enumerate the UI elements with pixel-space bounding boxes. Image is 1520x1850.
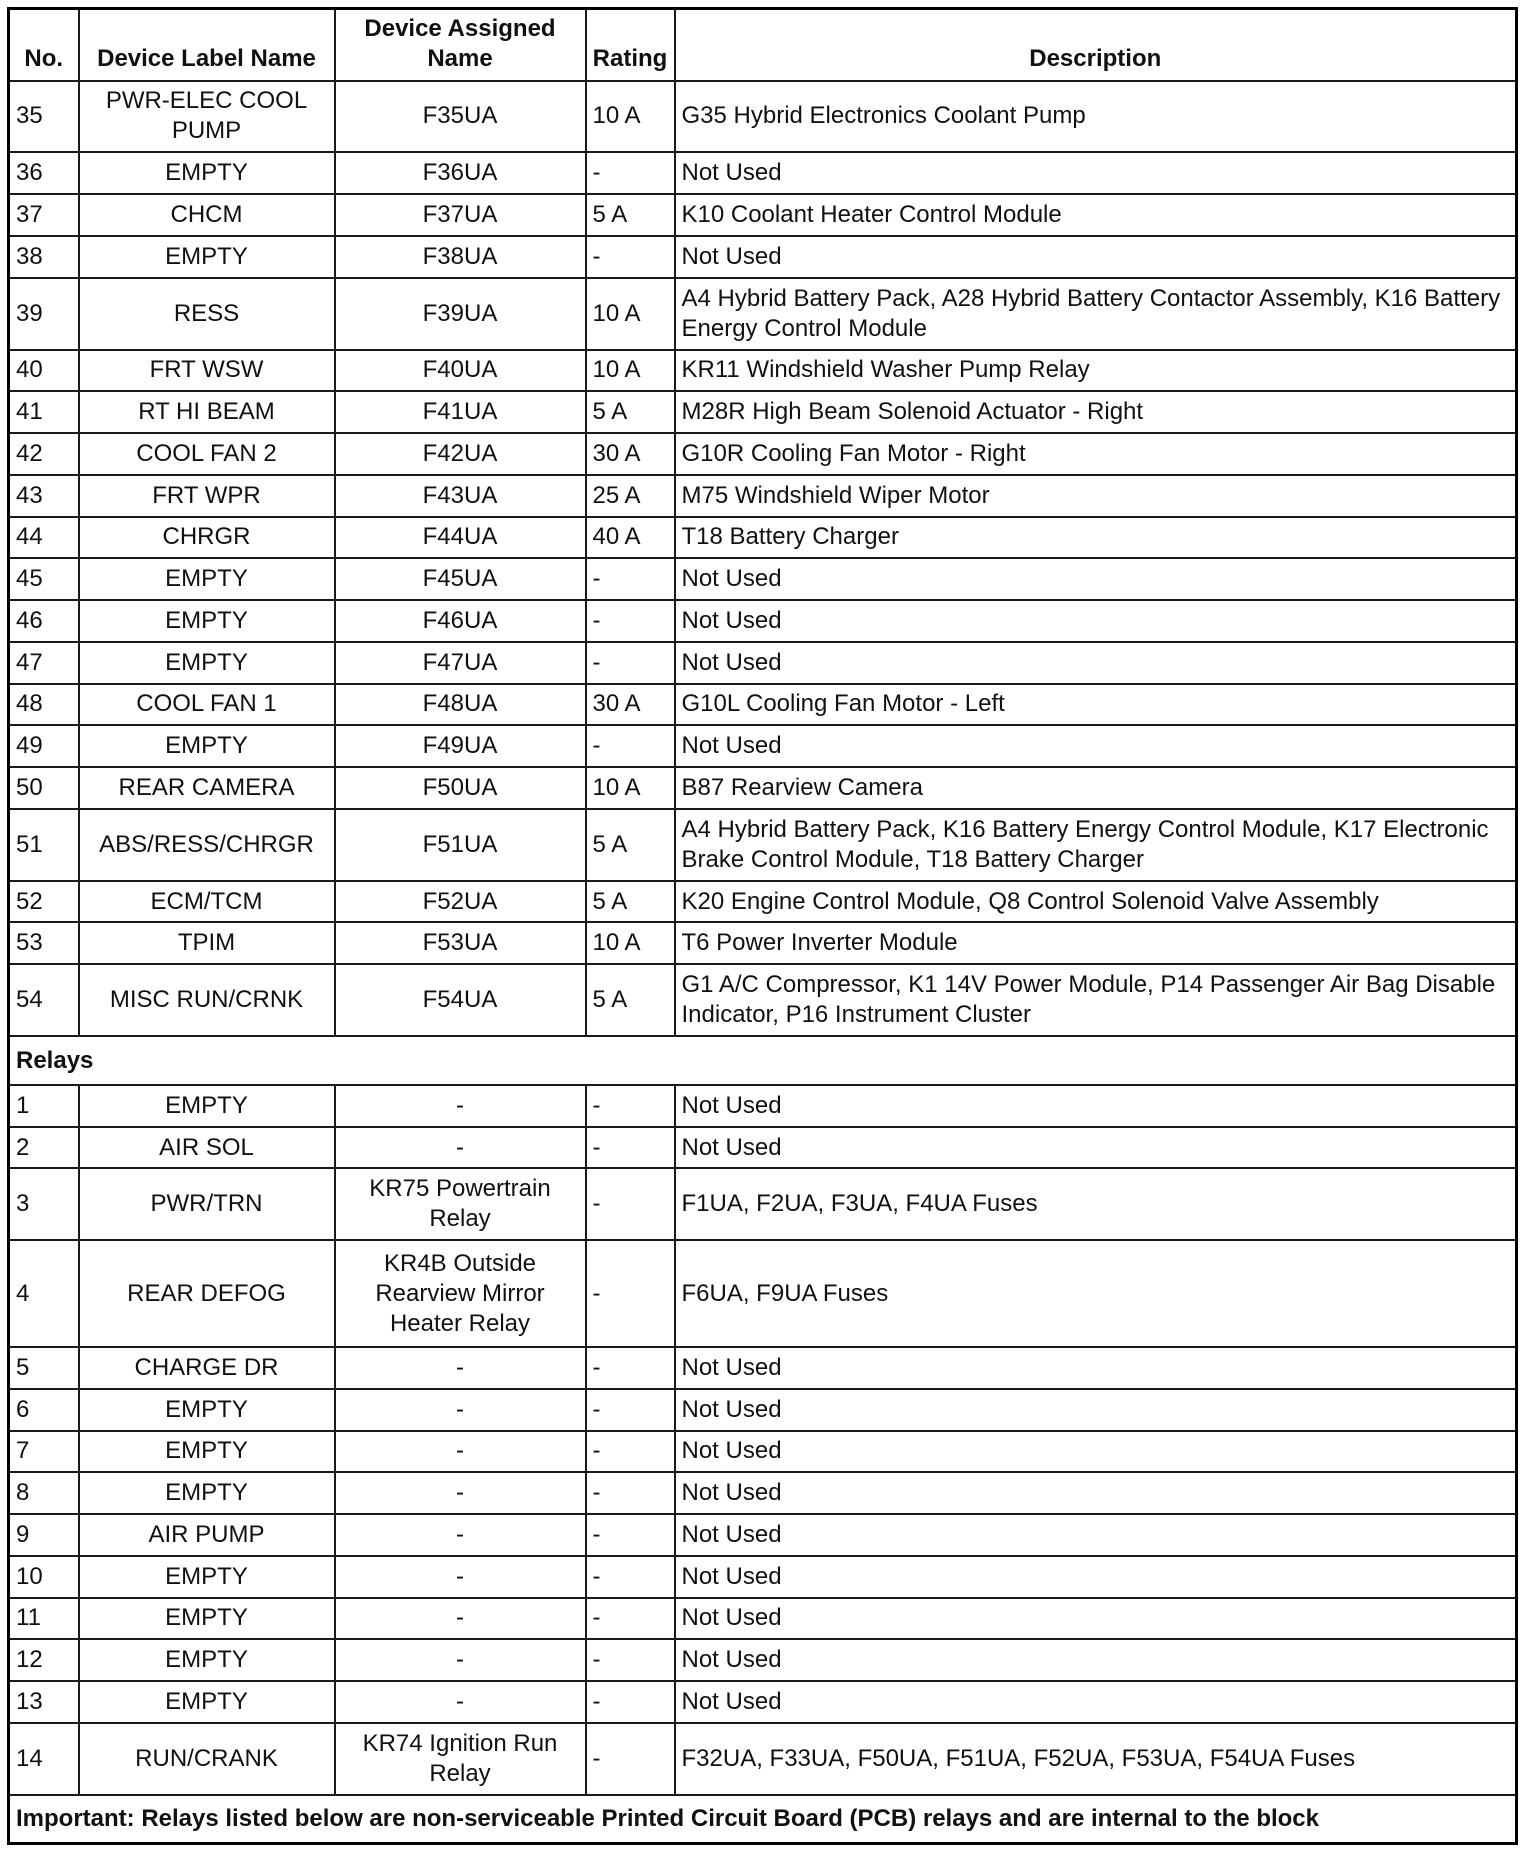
relay-row	[9, 1514, 1517, 1556]
device-assigned-name: KR75 Powertrain Relay	[335, 1168, 586, 1240]
fuse-row	[9, 391, 1517, 433]
relay-row	[9, 1347, 1517, 1389]
rating: 5 A	[586, 881, 675, 923]
rating: 25 A	[586, 475, 675, 517]
description: M28R High Beam Solenoid Actuator - Right	[675, 391, 1517, 433]
device-label-name: RESS	[79, 278, 335, 350]
row-number: 5	[9, 1347, 79, 1389]
device-assigned-name: F46UA	[335, 600, 586, 642]
device-label-name: CHRGR	[79, 517, 335, 559]
fuse-row	[9, 81, 1517, 153]
relay-row	[9, 1127, 1517, 1169]
description: Not Used	[675, 236, 1517, 278]
relays-heading-row	[9, 1036, 1517, 1085]
fuse-row	[9, 194, 1517, 236]
description: G1 A/C Compressor, K1 14V Power Module, P14 Passenger Air Bag Disable Indicator, P16 Instrument Cluster	[675, 964, 1517, 1036]
header-rating: Rating	[586, 9, 675, 81]
device-assigned-name: -	[335, 1347, 586, 1389]
rating: -	[586, 1389, 675, 1431]
description: Not Used	[675, 600, 1517, 642]
row-number: 41	[9, 391, 79, 433]
row-number: 37	[9, 194, 79, 236]
fuse-rows	[9, 81, 1517, 1037]
description: Not Used	[675, 1472, 1517, 1514]
description: F1UA, F2UA, F3UA, F4UA Fuses	[675, 1168, 1517, 1240]
device-label-name: TPIM	[79, 922, 335, 964]
row-number: 4	[9, 1240, 79, 1347]
device-assigned-name: F52UA	[335, 881, 586, 923]
device-assigned-name: -	[335, 1639, 586, 1681]
rating: 10 A	[586, 81, 675, 153]
description: Not Used	[675, 1389, 1517, 1431]
rating: -	[586, 1472, 675, 1514]
important-note: Important: Relays listed below are non-serviceable Printed Circuit Board (PCB) relays and are internal to the block	[9, 1795, 1517, 1844]
row-number: 10	[9, 1556, 79, 1598]
row-number: 6	[9, 1389, 79, 1431]
device-assigned-name: F38UA	[335, 236, 586, 278]
device-assigned-name: KR4B Outside Rearview Mirror Heater Relay	[335, 1240, 586, 1347]
device-label-name: FRT WSW	[79, 350, 335, 392]
description: Not Used	[675, 152, 1517, 194]
description: Not Used	[675, 1681, 1517, 1723]
fuse-row	[9, 767, 1517, 809]
rating: 10 A	[586, 767, 675, 809]
device-assigned-name: F42UA	[335, 433, 586, 475]
device-label-name: EMPTY	[79, 642, 335, 684]
relays-section	[9, 1036, 1517, 1085]
device-label-name: FRT WPR	[79, 475, 335, 517]
device-label-name: PWR-ELEC COOL PUMP	[79, 81, 335, 153]
device-assigned-name: F39UA	[335, 278, 586, 350]
rating: -	[586, 1347, 675, 1389]
description: F6UA, F9UA Fuses	[675, 1240, 1517, 1347]
device-label-name: EMPTY	[79, 1085, 335, 1127]
fuse-row	[9, 964, 1517, 1036]
fuse-row	[9, 600, 1517, 642]
rating: -	[586, 1723, 675, 1795]
relay-row	[9, 1556, 1517, 1598]
row-number: 38	[9, 236, 79, 278]
description: Not Used	[675, 1347, 1517, 1389]
device-label-name: EMPTY	[79, 152, 335, 194]
header-device-label-name: Device Label Name	[79, 9, 335, 81]
relay-row	[9, 1389, 1517, 1431]
description: Not Used	[675, 558, 1517, 600]
description: Not Used	[675, 1598, 1517, 1640]
row-number: 11	[9, 1598, 79, 1640]
fuse-row	[9, 236, 1517, 278]
device-label-name: REAR DEFOG	[79, 1240, 335, 1347]
row-number: 48	[9, 684, 79, 726]
device-assigned-name: F49UA	[335, 725, 586, 767]
device-label-name: MISC RUN/CRNK	[79, 964, 335, 1036]
description: A4 Hybrid Battery Pack, A28 Hybrid Battery Contactor Assembly, K16 Battery Energy Control Module	[675, 278, 1517, 350]
device-label-name: EMPTY	[79, 1556, 335, 1598]
fuse-row	[9, 152, 1517, 194]
rating: 5 A	[586, 194, 675, 236]
row-number: 49	[9, 725, 79, 767]
device-label-name: EMPTY	[79, 1639, 335, 1681]
description: Not Used	[675, 1514, 1517, 1556]
row-number: 52	[9, 881, 79, 923]
device-assigned-name: F41UA	[335, 391, 586, 433]
device-label-name: EMPTY	[79, 558, 335, 600]
fuse-row	[9, 642, 1517, 684]
rating: -	[586, 725, 675, 767]
device-label-name: AIR PUMP	[79, 1514, 335, 1556]
fuse-row	[9, 684, 1517, 726]
rating: 30 A	[586, 433, 675, 475]
fuse-row	[9, 475, 1517, 517]
description: K20 Engine Control Module, Q8 Control Solenoid Valve Assembly	[675, 881, 1517, 923]
relay-row	[9, 1085, 1517, 1127]
fuse-row	[9, 881, 1517, 923]
rating: 30 A	[586, 684, 675, 726]
device-label-name: COOL FAN 2	[79, 433, 335, 475]
rating: -	[586, 1085, 675, 1127]
device-assigned-name: -	[335, 1431, 586, 1473]
description: A4 Hybrid Battery Pack, K16 Battery Energy Control Module, K17 Electronic Brake Control Module, T18 Battery Charger	[675, 809, 1517, 881]
device-label-name: EMPTY	[79, 1389, 335, 1431]
device-label-name: EMPTY	[79, 725, 335, 767]
row-number: 8	[9, 1472, 79, 1514]
description: Not Used	[675, 642, 1517, 684]
rating: 10 A	[586, 278, 675, 350]
fuse-row	[9, 809, 1517, 881]
device-assigned-name: F40UA	[335, 350, 586, 392]
rating: 40 A	[586, 517, 675, 559]
relay-row	[9, 1598, 1517, 1640]
description: G35 Hybrid Electronics Coolant Pump	[675, 81, 1517, 153]
rating: -	[586, 1639, 675, 1681]
rating: -	[586, 1127, 675, 1169]
fuse-row	[9, 517, 1517, 559]
relay-row	[9, 1723, 1517, 1795]
relay-row	[9, 1639, 1517, 1681]
device-label-name: AIR SOL	[79, 1127, 335, 1169]
device-assigned-name: -	[335, 1556, 586, 1598]
fuse-row	[9, 433, 1517, 475]
header-row	[9, 9, 1517, 81]
device-assigned-name: F54UA	[335, 964, 586, 1036]
row-number: 1	[9, 1085, 79, 1127]
device-assigned-name: F47UA	[335, 642, 586, 684]
device-label-name: EMPTY	[79, 600, 335, 642]
description: Not Used	[675, 1556, 1517, 1598]
relay-rows	[9, 1085, 1517, 1795]
device-assigned-name: KR74 Ignition Run Relay	[335, 1723, 586, 1795]
relay-row	[9, 1472, 1517, 1514]
rating: 5 A	[586, 391, 675, 433]
rating: 5 A	[586, 809, 675, 881]
row-number: 47	[9, 642, 79, 684]
description: Not Used	[675, 1431, 1517, 1473]
fuse-row	[9, 278, 1517, 350]
description: B87 Rearview Camera	[675, 767, 1517, 809]
rating: -	[586, 642, 675, 684]
device-assigned-name: F45UA	[335, 558, 586, 600]
row-number: 14	[9, 1723, 79, 1795]
device-label-name: CHARGE DR	[79, 1347, 335, 1389]
rating: -	[586, 152, 675, 194]
device-label-name: EMPTY	[79, 1431, 335, 1473]
row-number: 53	[9, 922, 79, 964]
fuse-block-table	[7, 7, 1518, 1845]
fuse-row	[9, 725, 1517, 767]
row-number: 35	[9, 81, 79, 153]
device-label-name: ECM/TCM	[79, 881, 335, 923]
header-description: Description	[675, 9, 1517, 81]
row-number: 46	[9, 600, 79, 642]
row-number: 36	[9, 152, 79, 194]
description: Not Used	[675, 1639, 1517, 1681]
fuse-row	[9, 558, 1517, 600]
device-assigned-name: F50UA	[335, 767, 586, 809]
row-number: 40	[9, 350, 79, 392]
relay-row	[9, 1681, 1517, 1723]
device-label-name: EMPTY	[79, 1681, 335, 1723]
device-assigned-name: F36UA	[335, 152, 586, 194]
description: T6 Power Inverter Module	[675, 922, 1517, 964]
rating: -	[586, 1556, 675, 1598]
rating: 10 A	[586, 350, 675, 392]
row-number: 12	[9, 1639, 79, 1681]
device-assigned-name: -	[335, 1681, 586, 1723]
device-assigned-name: F43UA	[335, 475, 586, 517]
device-assigned-name: F48UA	[335, 684, 586, 726]
description: F32UA, F33UA, F50UA, F51UA, F52UA, F53UA, F54UA Fuses	[675, 1723, 1517, 1795]
fuse-row	[9, 350, 1517, 392]
rating: -	[586, 600, 675, 642]
rating: -	[586, 1598, 675, 1640]
row-number: 45	[9, 558, 79, 600]
row-number: 54	[9, 964, 79, 1036]
description: Not Used	[675, 1085, 1517, 1127]
description: K10 Coolant Heater Control Module	[675, 194, 1517, 236]
note-row	[9, 1795, 1517, 1844]
header-device-assigned-name: Device Assigned Name	[335, 9, 586, 81]
relay-row	[9, 1431, 1517, 1473]
description: G10L Cooling Fan Motor - Left	[675, 684, 1517, 726]
device-assigned-name: F53UA	[335, 922, 586, 964]
device-label-name: CHCM	[79, 194, 335, 236]
device-assigned-name: -	[335, 1127, 586, 1169]
row-number: 42	[9, 433, 79, 475]
description: KR11 Windshield Washer Pump Relay	[675, 350, 1517, 392]
device-assigned-name: -	[335, 1085, 586, 1127]
device-assigned-name: -	[335, 1514, 586, 1556]
device-assigned-name: F44UA	[335, 517, 586, 559]
row-number: 2	[9, 1127, 79, 1169]
device-label-name: EMPTY	[79, 1472, 335, 1514]
device-label-name: REAR CAMERA	[79, 767, 335, 809]
relay-row	[9, 1168, 1517, 1240]
row-number: 3	[9, 1168, 79, 1240]
header-no: No.	[9, 9, 79, 81]
row-number: 43	[9, 475, 79, 517]
row-number: 9	[9, 1514, 79, 1556]
fuse-block-table-container	[7, 7, 1515, 1845]
relay-row	[9, 1240, 1517, 1347]
description: M75 Windshield Wiper Motor	[675, 475, 1517, 517]
description: T18 Battery Charger	[675, 517, 1517, 559]
row-number: 13	[9, 1681, 79, 1723]
rating: -	[586, 236, 675, 278]
device-label-name: ABS/RESS/CHRGR	[79, 809, 335, 881]
rating: -	[586, 1168, 675, 1240]
device-assigned-name: -	[335, 1598, 586, 1640]
device-label-name: EMPTY	[79, 1598, 335, 1640]
rating: -	[586, 1514, 675, 1556]
rating: -	[586, 1431, 675, 1473]
relays-heading: Relays	[9, 1036, 1517, 1085]
device-assigned-name: F51UA	[335, 809, 586, 881]
description: Not Used	[675, 725, 1517, 767]
row-number: 51	[9, 809, 79, 881]
device-label-name: RUN/CRANK	[79, 1723, 335, 1795]
description: G10R Cooling Fan Motor - Right	[675, 433, 1517, 475]
rating: -	[586, 1681, 675, 1723]
row-number: 39	[9, 278, 79, 350]
description: Not Used	[675, 1127, 1517, 1169]
device-assigned-name: -	[335, 1472, 586, 1514]
device-label-name: PWR/TRN	[79, 1168, 335, 1240]
device-assigned-name: F37UA	[335, 194, 586, 236]
device-label-name: EMPTY	[79, 236, 335, 278]
rating: -	[586, 1240, 675, 1347]
row-number: 50	[9, 767, 79, 809]
row-number: 7	[9, 1431, 79, 1473]
device-label-name: RT HI BEAM	[79, 391, 335, 433]
row-number: 44	[9, 517, 79, 559]
rating: 5 A	[586, 964, 675, 1036]
rating: -	[586, 558, 675, 600]
fuse-row	[9, 922, 1517, 964]
device-label-name: COOL FAN 1	[79, 684, 335, 726]
device-assigned-name: F35UA	[335, 81, 586, 153]
rating: 10 A	[586, 922, 675, 964]
device-assigned-name: -	[335, 1389, 586, 1431]
